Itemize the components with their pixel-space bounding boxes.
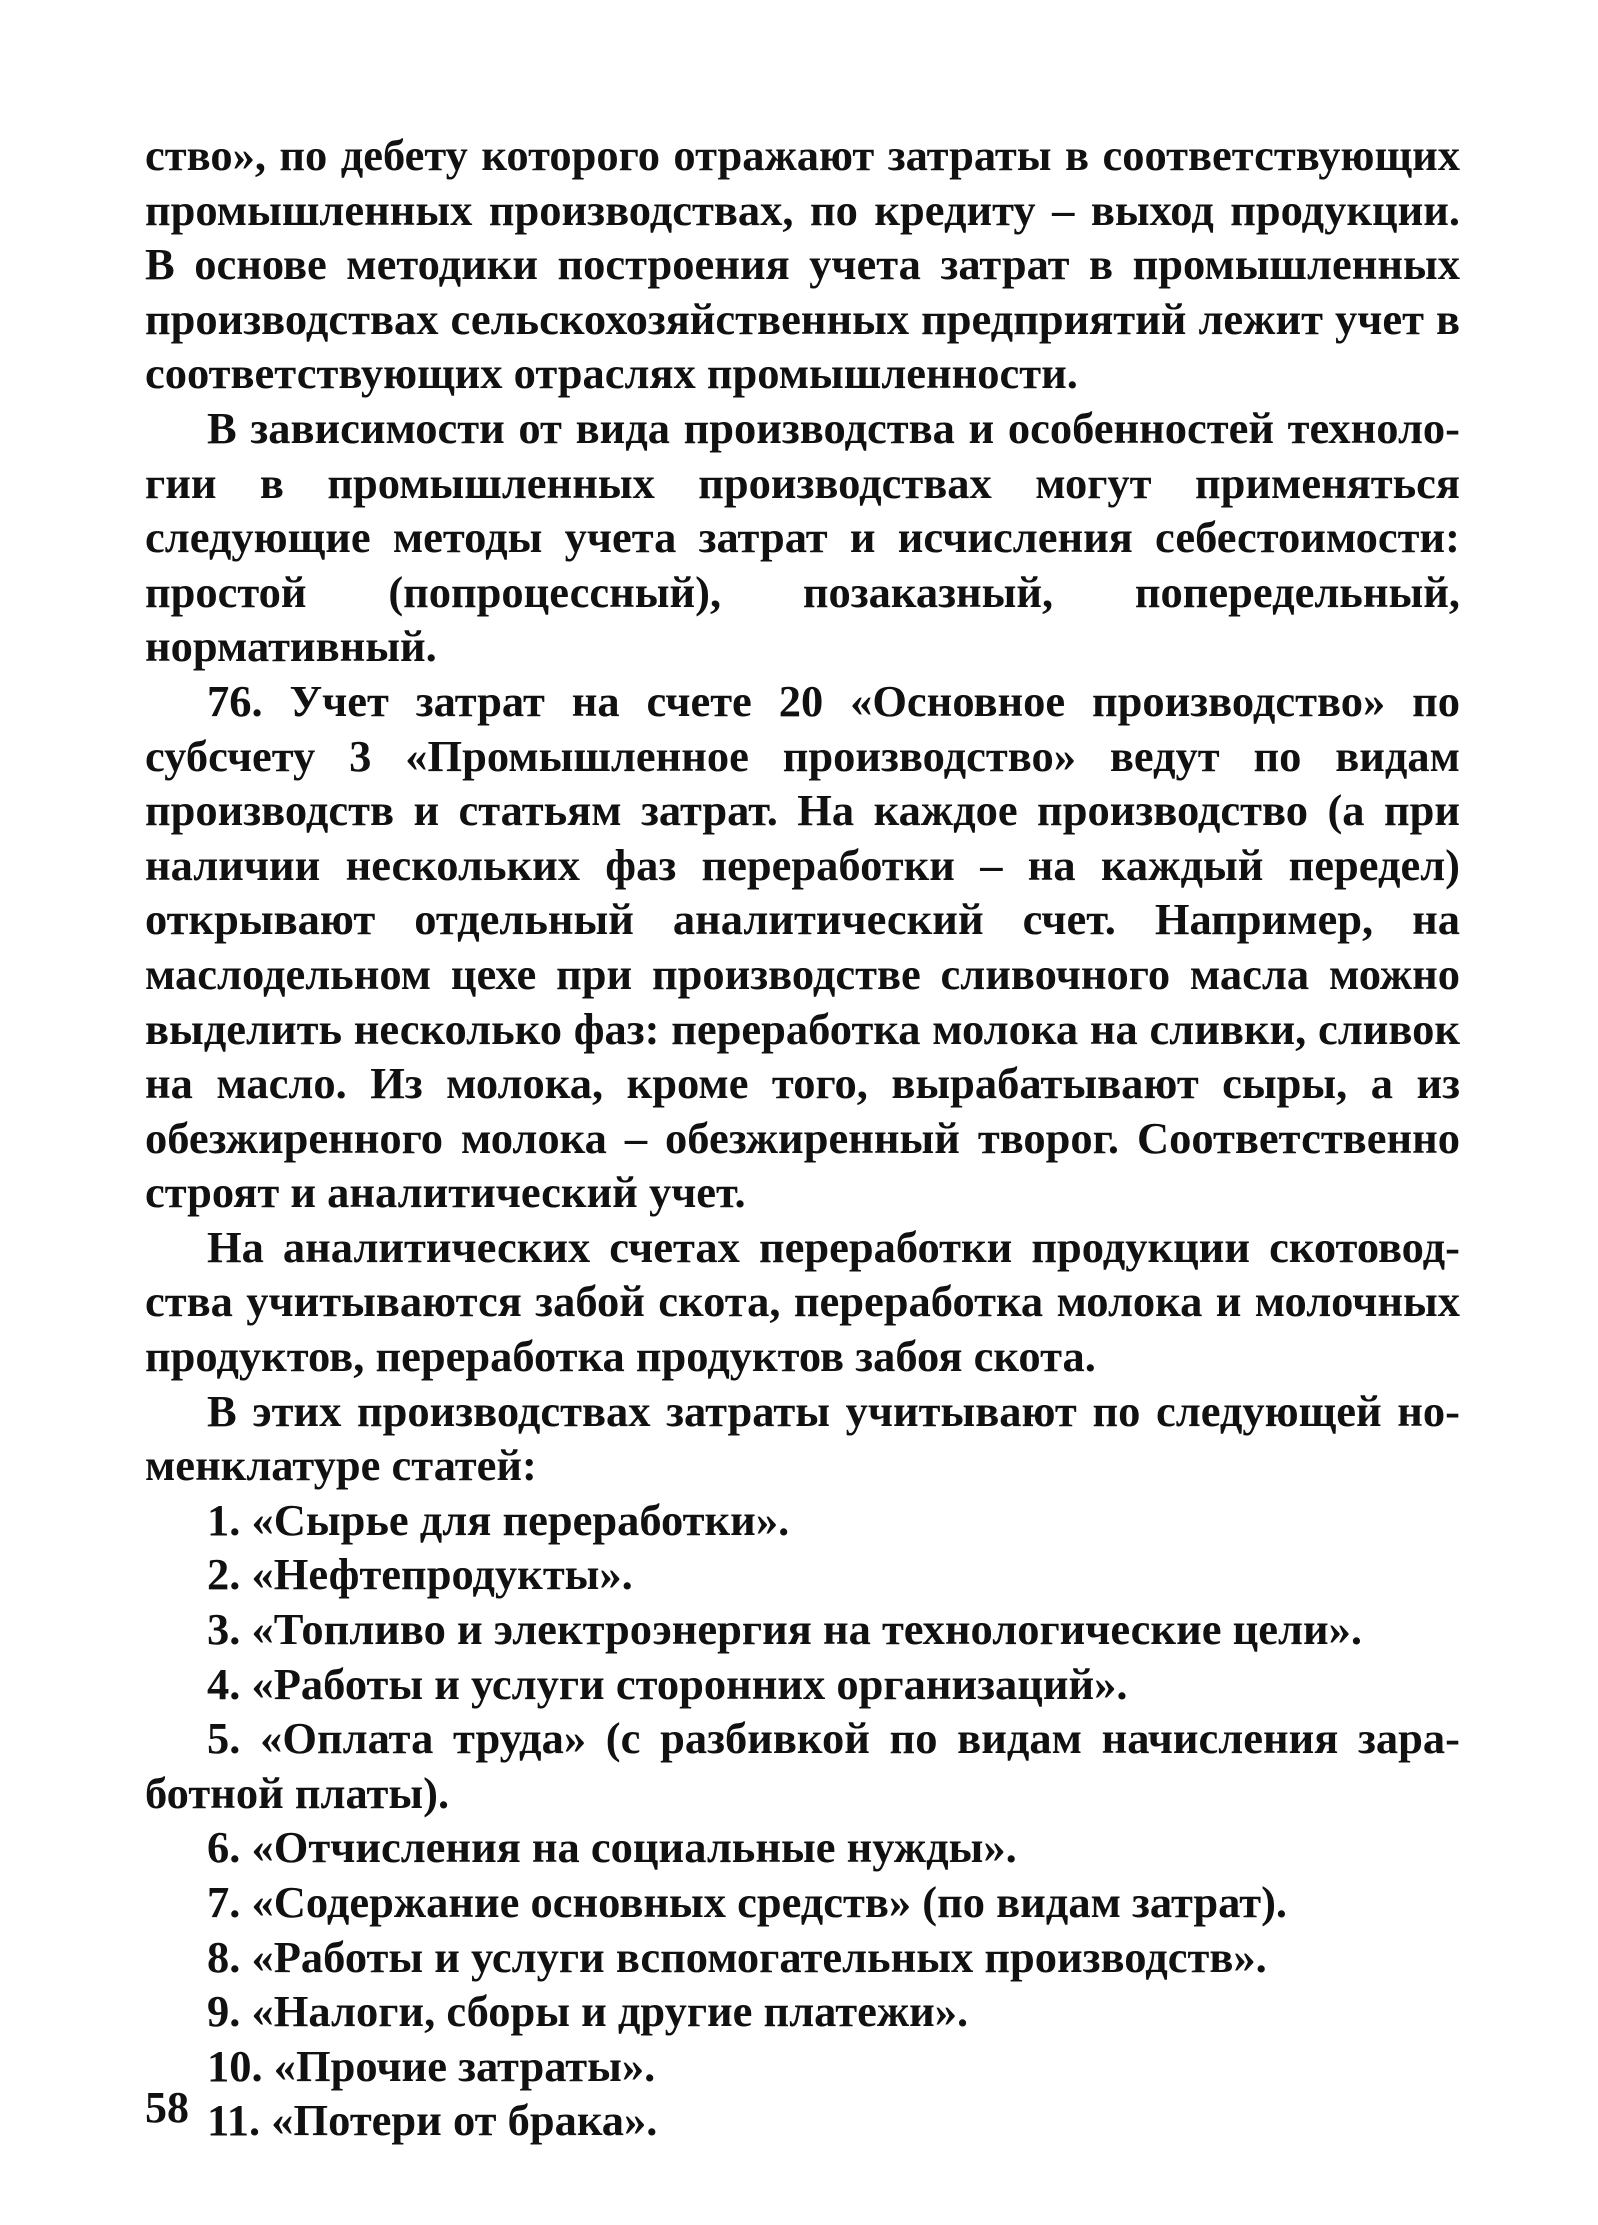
list-item: 6. «Отчисления на социальные нужды». [207, 1822, 1017, 1873]
list-item: 9. «Налоги, сборы и другие платежи». [207, 1986, 969, 2037]
list-item: 11. «Потери от брака». [207, 2095, 658, 2146]
paragraph-1: ство», по дебету которого отражают затраты в соответствующих промышленных производствах, по кредиту – выход продукции. В основе методики построения учета затрат в промышленных производствах сельскохозяйственных предприятий лежит учет в соответствующих отраслях промышленности. [145, 130, 1460, 399]
list-item: 5. «Оплата труда» (с разбивкой по видам начисления заработной платы). [145, 1713, 1460, 1818]
list-item: 8. «Работы и услуги вспомогательных производств». [207, 1931, 1267, 1982]
page-number: 58 [145, 2083, 189, 2132]
list-item: 4. «Работы и услуги сторонних организаций». [207, 1658, 1128, 1709]
list-item: 1. «Сырье для переработки». [207, 1494, 790, 1545]
body-text [145, 128, 1460, 2148]
paragraph-2: В зависимости от вида производства и особенностей технологии в промышленных производствах могут применяться следующие методы учета затрат и исчисления себестоимости: простой (попроцессный), позаказный, попередельный, нормативный. [145, 402, 1460, 672]
paragraph-5: В этих производствах затраты учитывают по следующей номенклатуре статей: [145, 1385, 1460, 1491]
list-item: 2. «Нефтепродукты». [207, 1549, 633, 1600]
paragraph-4: На аналитических счетах переработки продукции скотоводства учитываются забой скота, переработка молока и молочных продуктов, переработка продуктов забоя скота. [145, 1221, 1460, 1382]
list-item: 10. «Прочие затраты». [207, 2040, 656, 2091]
paragraph-3: 76. Учет затрат на счете 20 «Основное производство» по субсчету 3 «Промышленное производство» ведут по видам производств и статьям затрат. На каждое производство (а при наличии нескольких фаз переработки – на каждый передел) открывают отдельный аналитический счет. Например, на маслодельном цехе при производстве сливочного масла можно выделить несколько фаз: переработка молока на сливки, сливок на масло. Из молока, кроме того, вырабатывают сыры, а из обезжиренного молока – обезжиренный творог. Соответственно строят и аналитический учет. [145, 675, 1460, 1218]
list-item: 7. «Содержание основных средств» (по видам затрат). [207, 1877, 1288, 1927]
list-item: 3. «Топливо и электроэнергия на технологические цели». [207, 1604, 1362, 1655]
